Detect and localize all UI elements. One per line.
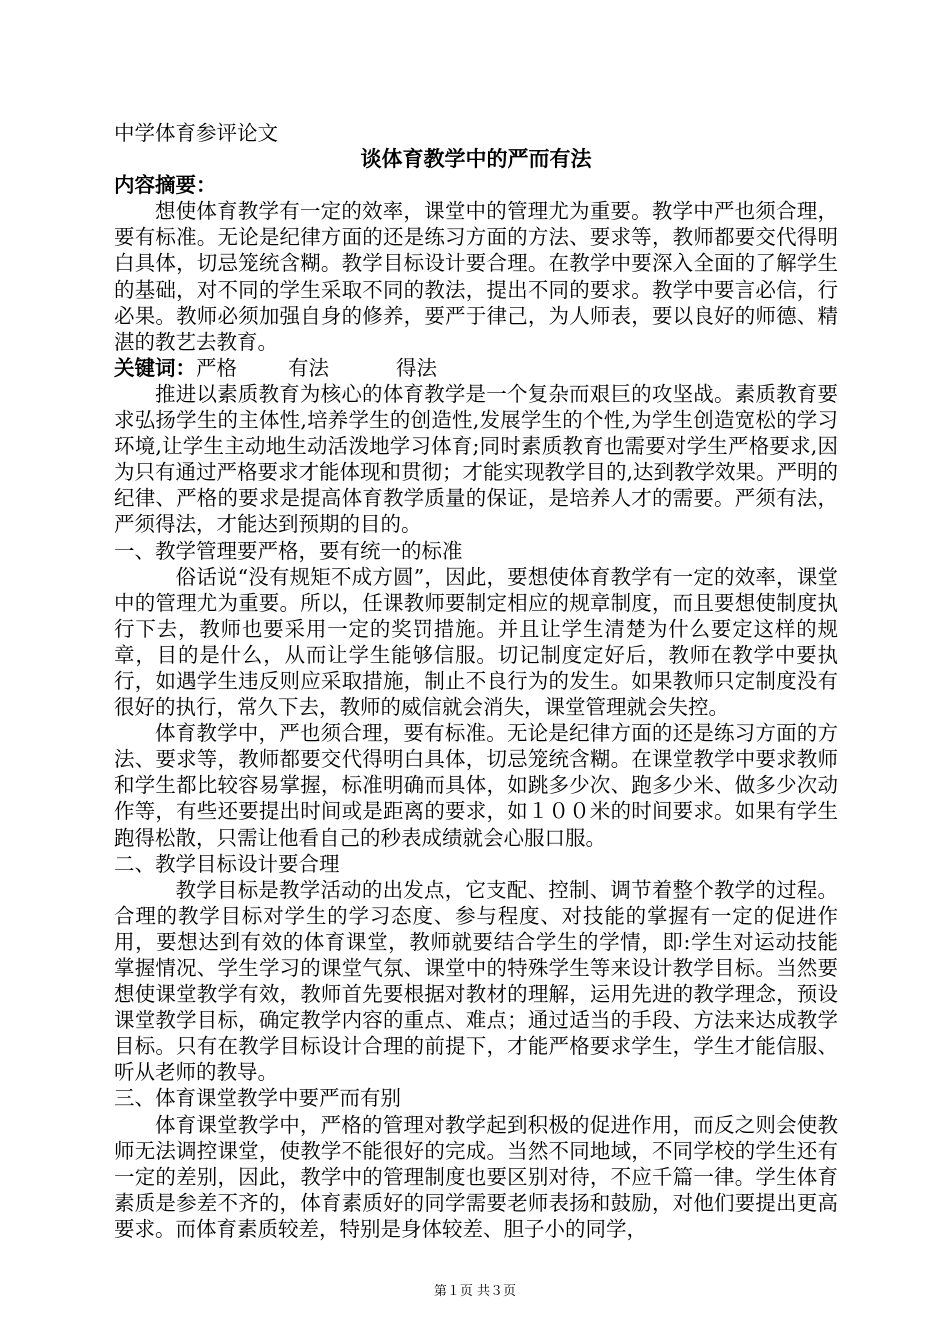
- section-1-paragraph-2: 体育教学中，严也须合理，要有标准。无论是纪律方面的还是练习方面的方法、要求等，教师都要交代得明白具体，切忌笼统含糊。在课堂教学中要求教师和学生都比较容易掌握，标准明确而具体，如跳多少次、跑多少米、做多少次动作等，有些还要提出时间或是距离的要求，如１００米的时间要求。如果有学生跑得松散，只需让他看自己的秒表成绩就会心服口服。: [114, 721, 838, 850]
- intro-paragraph: 推进以素质教育为核心的体育教学是一个复杂而艰巨的攻坚战。素质教育要求弘扬学生的主体性,培养学生的创造性,发展学生的个性,为学生创造宽松的学习环境,让学生主动地生动活泼地学习体育;同时素质教育也需要对学生严格要求,因为只有通过严格要求才能体现和贯彻；才能实现教学目的,达到教学效果。严明的纪律、严格的要求是提高体育教学质量的保证，是培养人才的需要。严须有法，严须得法，才能达到预期的目的。: [114, 381, 839, 537]
- abstract-label: [114, 172, 838, 198]
- keyword-1: 严格: [196, 355, 237, 380]
- keyword-2: 有法: [288, 355, 329, 380]
- abstract-text: 想使体育教学有一定的效率，课堂中的管理尤为重要。教学中严也须合理，要有标准。无论是纪律方面的还是练习方面的方法、要求等，教师都要交代得明白具体，切忌笼统含糊。教学目标设计要合理。在教学中要深入全面的了解学生的基础，对不同的学生采取不同的教法，提出不同的要求。教学中要言必信，行必果。教师必须加强自身的修养，要严于律己，为人师表，要以良好的师德、精湛的教艺去教育。: [114, 199, 838, 354]
- keywords-row: [114, 355, 838, 381]
- section-1-heading: 一、教学管理要严格，要有统一的标准: [114, 538, 463, 563]
- paper-category: 中学体育参评论文: [114, 121, 278, 145]
- keywords-label: 关键词：: [114, 355, 196, 380]
- keyword-3: 得法: [396, 355, 437, 380]
- abstract-label-text: 内容摘要：: [114, 173, 217, 198]
- paper-title: 谈体育教学中的严而有法: [360, 146, 592, 172]
- page-footer: 第１页 共３页: [433, 1284, 517, 1299]
- section-3-heading: 三、体育课堂教学中要严而有别: [114, 1086, 401, 1111]
- document-page: [114, 120, 838, 1242]
- section-1-paragraph-1: 俗话说“没有规矩不成方圆”，因此，要想使体育教学有一定的效率，课堂中的管理尤为重要。所以，任课教师要制定相应的规章制度，而且要想使制度执行下去，教师也要采用一定的奖罚措施。并且让学生清楚为什么要定这样的规章，目的是什么，从而让学生能够信服。切记制度定好后，教师在教学中要执行，如遇学生违反则应采取措施，制止不良行为的发生。如果教师只定制度没有很好的执行，常久下去，教师的威信就会消失，课堂管理就会失控。: [114, 564, 838, 720]
- section-2-heading: 二、教学目标设计要合理: [114, 851, 340, 876]
- section-2-paragraph-1: 教学目标是教学活动的出发点，它支配、控制、调节着整个教学的过程。合理的教学目标对学生的学习态度、参与程度、对技能的掌握有一定的促进作用，要想达到有效的体育课堂，教师就要结合学生的学情，即:学生对运动技能掌握情况、学生学习的课堂气氛、课堂中的特殊学生等来设计教学目标。当然要想使课堂教学有效，教师首先要根据对教材的理解，运用先进的教学理念，预设课堂教学目标，确定教学内容的重点、难点；通过适当的手段、方法来达成教学目标。只有在教学目标设计合理的前提下，才能严格要求学生，学生才能信服、听从老师的教导。: [114, 877, 838, 1085]
- section-3-paragraph-1: 体育课堂教学中，严格的管理对教学起到积极的促进作用，而反之则会使教师无法调控课堂，使教学不能很好的完成。当然不同地域，不同学校的学生还有一定的差别，因此，教学中的管理制度也要区别对待，不应千篇一律。学生体育素质是参差不齐的，体育素质好的同学需要老师表扬和鼓励，对他们要提出更高要求。而体育素质较差，特别是身体较差、胆子小的同学，: [114, 1112, 838, 1241]
